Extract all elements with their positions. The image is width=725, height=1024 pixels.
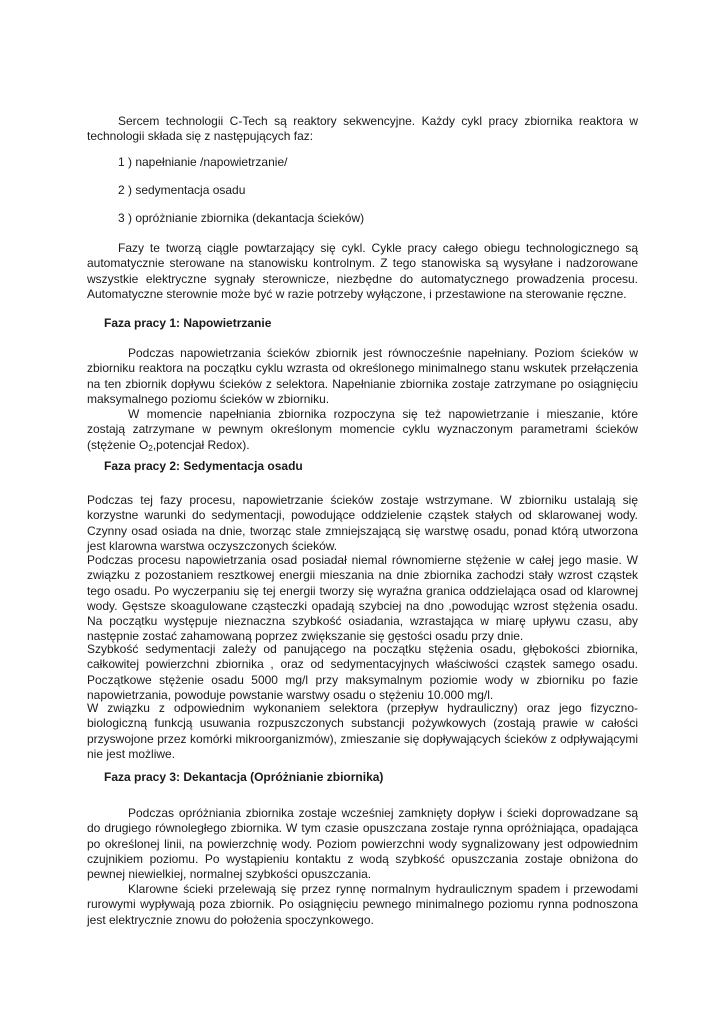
phases-list-item-3: 3 ) opróżnianie zbiornika (dekantacja ścieków)	[118, 211, 365, 225]
phase2-paragraph-3: Szybkość sedymentacji zależy od panującego na początku stężenia osadu, głębokości zbiornika, całkowitej powierzchni zbiornika , oraz od sedymentacyjnych właściwości cząstek samego osadu. Początkowe stężenie osadu 5000 mg/l przy maksymalnym poziomie wody w zbiorniku po fazie napowietrzania, powoduje powstanie warstwy osadu o stężeniu 10.000 mg/l.	[87, 642, 638, 702]
phase1-p2-text: W momencie napełniania zbiornika rozpoczyna się też napowietrzanie i mieszanie, które zostają zatrzymane w pewnym określonym momencie cyklu wyznaczonym parametrami ścieków (stężenie O	[87, 407, 638, 452]
phase3-paragraph-1: Podczas opróżniania zbiornika zostaje wcześniej zamknięty dopływ i ścieki doprowadzane są do drugiego równoległego zbiornika. W tym czasie opuszczana zostaje rynna opróżniająca, opadająca po określonej linii, na powierzchnię wody. Poziom powierzchni wody sygnalizowany jest odpowiednim czujnikiem poziomu. Po wystąpieniu kontaktu z wodą szybkość opuszczania zostaje obniżona do pewnej niewielkiej, normalnej szybkości opuszczania.	[87, 806, 638, 882]
phases-list-item-2: 2 ) sedymentacja osadu	[118, 183, 246, 197]
phase2-paragraph-1: Podczas tej fazy procesu, napowietrzanie ścieków zostaje wstrzymane. W zbiorniku ustalają się korzystne warunki do sedymentacji, powodujące oddzielenie cząstek stałych od sklarowanej wody. Czynny osad osiada na dnie, tworząc stale zmniejszającą się warstwę osadu, ponad którą utworzona jest klarowna warstwa oczyszczonych ścieków.	[87, 493, 638, 553]
phase3-heading: Faza pracy 3: Dekantacja (Opróżnianie zbiornika)	[104, 770, 384, 784]
phases-list-item-1: 1 ) napełnianie /napowietrzanie/	[118, 155, 288, 169]
phase1-heading: Faza pracy 1: Napowietrzanie	[104, 316, 272, 330]
phase1-paragraph-1: Podczas napowietrzania ścieków zbiornik jest równocześnie napełniany. Poziom ścieków w zbiorniku reaktora na początku cyklu wzrasta od określonego minimalnego stanu wskutek przełączenia na ten zbiornik dopływu ścieków z selektora. Napełnianie zbiornika zostaje zatrzymane po osiągnięciu maksymalnego poziomu ścieków w zbiorniku.	[87, 346, 638, 406]
phase1-p2-text-end: ,potencjał Redox).	[152, 437, 250, 452]
phase2-heading: Faza pracy 2: Sedymentacja osadu	[104, 459, 303, 473]
phase1-paragraph-2	[87, 407, 638, 453]
intro-paragraph: Sercem technologii C-Tech są reaktory sekwencyjne. Każdy cykl pracy zbiornika reaktora w technologii składa się z następujących faz:	[87, 114, 638, 144]
phase2-paragraph-2: Podczas procesu napowietrzania osad posiadał niemal równomierne stężenie w całej jego masie. W związku z pozostaniem resztkowej energii mieszania na dnie zbiornika zachodzi stały wzrost cząstek tego osadu. Po wyczerpaniu się tej energii tworzy się wyraźna granica oddzielająca osad od klarownej wody. Gęstsze skoagulowane cząsteczki opadają szybciej na dno ,powodując wzrost stężenia osadu. Na początku występuje nieznaczna szybkość osiadania, wzrastająca w miarę upływu czasu, aby następnie zostać zahamowaną poprzez zwiększanie się gęstości osadu przy dnie.	[87, 553, 638, 644]
phase2-paragraph-4: W związku z odpowiednim wykonaniem selektora (przepływ hydrauliczny) oraz jego fizyczno-biologiczną funkcją usuwania rozpuszczonych substancji pożywkowych (zostają prawie w całości przyswojone przez komórki mikroorganizmów), zmieszanie się dopływających ścieków z odpływającymi nie jest możliwe.	[87, 701, 638, 761]
cycle-paragraph: Fazy te tworzą ciągle powtarzający się cykl. Cykle pracy całego obiegu technologicznego są automatycznie sterowane na stanowisku kontrolnym. Z tego stanowiska są wysyłane i nadzorowane wszystkie elektryczne sygnały sterownicze, niezbędne do automatycznego prowadzenia procesu. Automatyczne sterownie może być w razie potrzeby wyłączone, i przestawione na sterowanie ręczne.	[87, 241, 638, 301]
phase1-p2-subscript: 2	[148, 443, 153, 453]
phase3-paragraph-2: Klarowne ścieki przelewają się przez rynnę normalnym hydraulicznym spadem i przewodami rurowymi wypływają poza zbiornik. Po osiągnięciu pewnego minimalnego poziomu rynna podnoszona jest elektrycznie znowu do położenia spoczynkowego.	[87, 882, 638, 927]
